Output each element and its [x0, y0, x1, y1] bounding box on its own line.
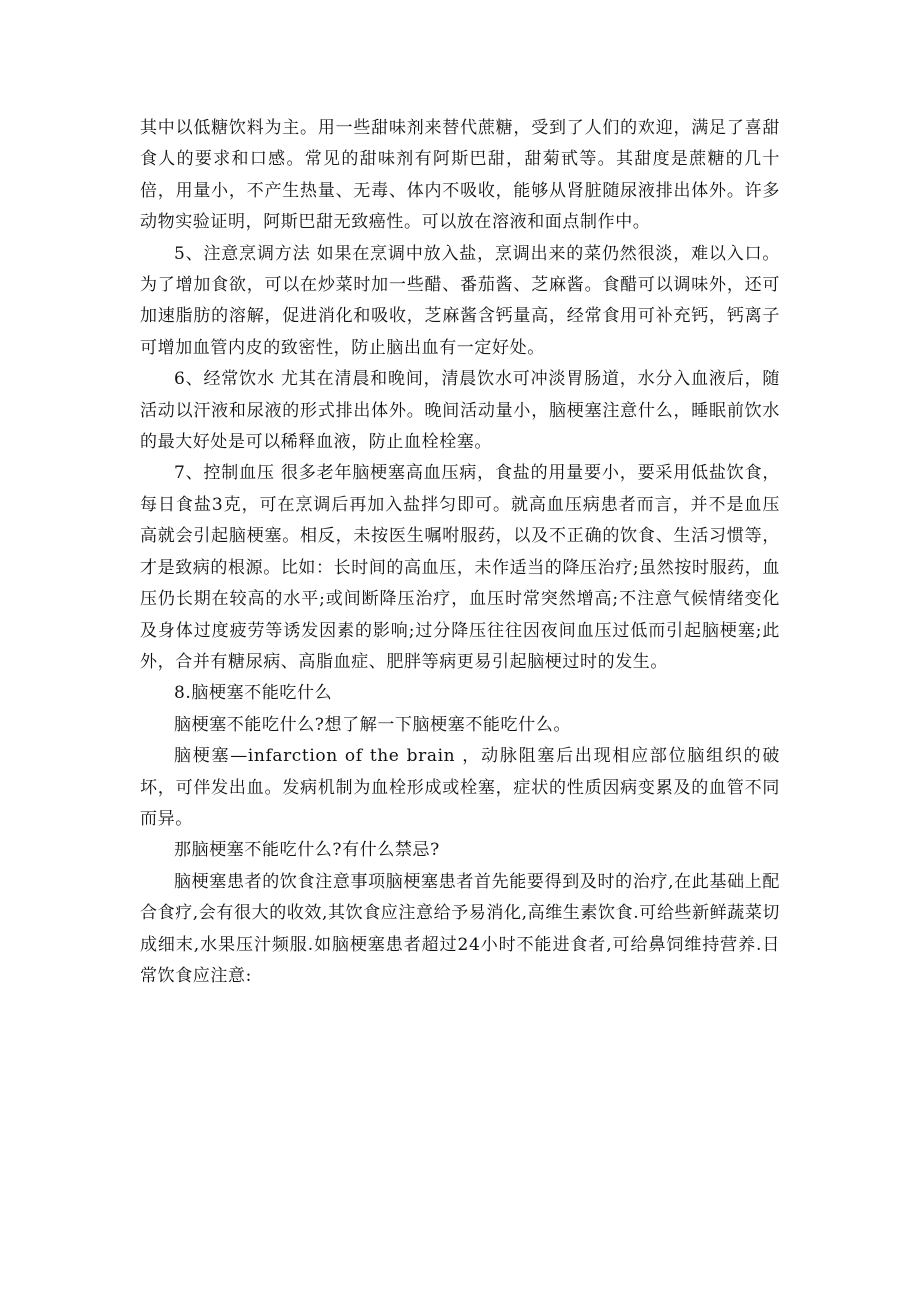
paragraph-taboos-question: 那脑梗塞不能吃什么?有什么禁忌?	[174, 840, 440, 861]
paragraph-sweeteners: 其中以低糖饮料为主。用一些甜味剂来替代蔗糖，受到了人们的欢迎，满足了喜甜食人的要求和口感。常见的甜味剂有阿斯巴甜，甜菊甙等。其甜度是蔗糖的几十倍，用量小，不产生热量、无毒、体内不吸收，能够从肾脏随尿液排出体外。许多动物实验证明，阿斯巴甜无致癌性。可以放在溶液和面点制作中。	[140, 118, 780, 233]
section-heading: 8.脑梗塞不能吃什么	[174, 683, 333, 704]
paragraph-drink-water: 6、经常饮水 尤其在清晨和晚间，清晨饮水可冲淡胃肠道，水分入血液后，随活动以汗液和尿液的形式排出体外。晚间活动量小，脑梗塞注意什么，睡眠前饮水的最大好处是可以稀释血液，防止血栓栓塞。	[140, 369, 780, 453]
paragraph-question: 脑梗塞不能吃什么?想了解一下脑梗塞不能吃什么。	[174, 714, 571, 735]
paragraph-diet-notes: 脑梗塞患者的饮食注意事项脑梗塞患者首先能要得到及时的治疗,在此基础上配合食疗,会有很大的收效,其饮食应注意给予易消化,高维生素饮食.可给些新鲜蔬菜切成细末,水果压汁频服.如脑梗塞患者超过24小时不能进食者,可给鼻饲维持营养.日常饮食应注意:	[140, 871, 781, 986]
document-body	[140, 113, 780, 992]
paragraph-definition: 脑梗塞—infarction of the brain ，动脉阻塞后出现相应部位脑组织的破坏，可伴发出血。发病机制为血栓形成或栓塞，症状的性质因病变累及的血管不同而异。	[140, 746, 780, 829]
paragraph-cooking-method: 5、注意烹调方法 如果在烹调中放入盐，烹调出来的菜仍然很淡，难以入口。为了增加食欲，可以在炒菜时加一些醋、番茄酱、芝麻酱。食醋可以调味外，还可加速脂肪的溶解，促进消化和吸收，芝麻酱含钙量高，经常食用可补充钙，钙离子可增加血管内皮的致密性，防止脑出血有一定好处。	[140, 243, 780, 358]
paragraph-control-blood-pressure: 7、控制血压 很多老年脑梗塞高血压病，食盐的用量要小，要采用低盐饮食，每日食盐3克，可在烹调后再加入盐拌匀即可。就高血压病患者而言，并不是血压高就会引起脑梗塞。相反，未按医生嘱咐服药，以及不正确的饮食、生活习惯等，才是致病的根源。比如：长时间的高血压，未作适当的降压治疗;虽然按时服药，血压仍长期在较高的水平;或间断降压治疗，血压时常突然增高;不注意气候情绪变化及身体过度疲劳等诱发因素的影响;过分降压往往因夜间血压过低而引起脑梗塞;此外，合并有糖尿病、高脂血症、肥胖等病更易引起脑梗过时的发生。	[140, 463, 780, 672]
